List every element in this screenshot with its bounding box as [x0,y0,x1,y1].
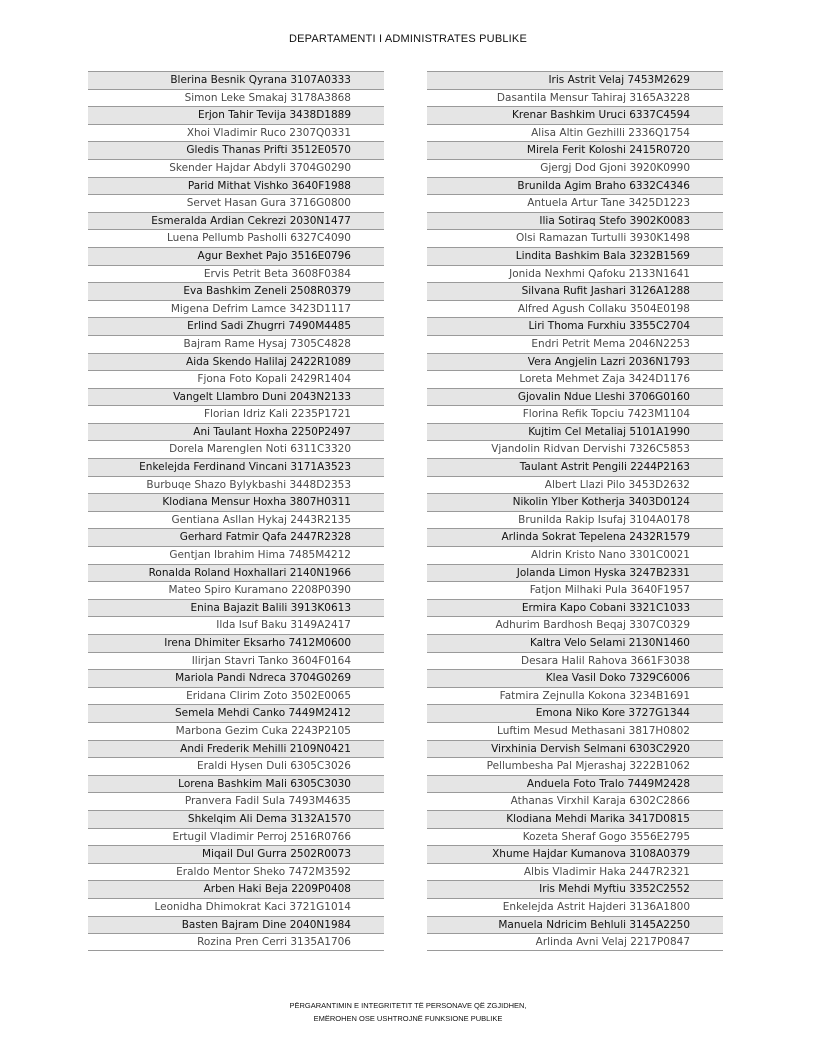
list-item: Vjandolin Ridvan Dervishi 7326C5853 [427,440,723,458]
list-item: Marbona Gezim Cuka 2243P2105 [88,722,384,740]
list-item: Kaltra Velo Selami 2130N1460 [427,634,723,652]
list-item: Ermira Kapo Cobani 3321C1033 [427,599,723,617]
list-item: Simon Leke Smakaj 3178A3868 [88,89,384,107]
list-item: Basten Bajram Dine 2040N1984 [88,916,384,934]
list-item: Athanas Virxhil Karaja 6302C2866 [427,792,723,810]
list-item: Liri Thoma Furxhiu 3355C2704 [427,317,723,335]
list-item: Leonidha Dhimokrat Kaci 3721G1014 [88,898,384,916]
list-item: Luftim Mesud Methasani 3817H0802 [427,722,723,740]
list-item: Alfred Agush Collaku 3504E0198 [427,300,723,318]
list-item: Parid Mithat Vishko 3640F1988 [88,177,384,195]
list-item: Xhume Hajdar Kumanova 3108A0379 [427,845,723,863]
list-item: Brunilda Agim Braho 6332C4346 [427,177,723,195]
list-item: Fatjon Milhaki Pula 3640F1957 [427,581,723,599]
list-item: Aida Skendo Halilaj 2422R1089 [88,353,384,371]
list-item: Ilda Isuf Baku 3149A2417 [88,616,384,634]
list-item: Eraldo Mentor Sheko 7472M3592 [88,863,384,881]
list-item: Ilirjan Stavri Tanko 3604F0164 [88,652,384,670]
list-item: Gentjan Ibrahim Hima 7485M4212 [88,546,384,564]
footer-line-1: PËRGARANTIMIN E INTEGRITETIT TË PERSONAVE QË ZGJIDHEN, [289,1001,527,1010]
list-item: Rozina Pren Cerri 3135A1706 [88,933,384,951]
list-item: Servet Hasan Gura 3716G0800 [88,194,384,212]
list-item: Brunilda Rakip Isufaj 3104A0178 [427,511,723,529]
list-item: Antuela Artur Tane 3425D1223 [427,194,723,212]
list-item: Arlinda Sokrat Tepelena 2432R1579 [427,528,723,546]
list-item: Emona Niko Kore 3727G1344 [427,704,723,722]
list-item: Gjovalin Ndue Lleshi 3706G0160 [427,388,723,406]
list-item: Desara Halil Rahova 3661F3038 [427,652,723,670]
list-item: Arben Haki Beja 2209P0408 [88,880,384,898]
list-item: Fatmira Zejnulla Kokona 3234B1691 [427,687,723,705]
list-item: Klea Vasil Doko 7329C6006 [427,669,723,687]
list-item: Semela Mehdi Canko 7449M2412 [88,704,384,722]
list-item: Gentiana Asllan Hykaj 2443R2135 [88,511,384,529]
list-item: Shkelqim Ali Dema 3132A1570 [88,810,384,828]
list-item: Vera Angjelin Lazri 2036N1793 [427,353,723,371]
list-item: Erlind Sadi Zhugrri 7490M4485 [88,317,384,335]
list-item: Miqail Dul Gurra 2502R0073 [88,845,384,863]
list-item: Krenar Bashkim Uruci 6337C4594 [427,106,723,124]
list-item: Endri Petrit Mema 2046N2253 [427,335,723,353]
list-item: Manuela Ndricim Behluli 3145A2250 [427,916,723,934]
list-item: Andi Frederik Mehilli 2109N0421 [88,740,384,758]
list-item: Gledis Thanas Prifti 3512E0570 [88,141,384,159]
list-item: Jonida Nexhmi Qafoku 2133N1641 [427,265,723,283]
list-item: Ervis Petrit Beta 3608F0384 [88,265,384,283]
list-item: Florian Idriz Kali 2235P1721 [88,405,384,423]
list-item: Irena Dhimiter Eksarho 7412M0600 [88,634,384,652]
list-item: Albis Vladimir Haka 2447R2321 [427,863,723,881]
list-item: Virxhinia Dervish Selmani 6303C2920 [427,740,723,758]
list-item: Skender Hajdar Abdyli 3704G0290 [88,159,384,177]
list-item: Mirela Ferit Koloshi 2415R0720 [427,141,723,159]
list-item: Enina Bajazit Balili 3913K0613 [88,599,384,617]
list-item: Klodiana Mensur Hoxha 3807H0311 [88,493,384,511]
list-item: Nikolin Ylber Kotherja 3403D0124 [427,493,723,511]
list-item: Bajram Rame Hysaj 7305C4828 [88,335,384,353]
list-item: Enkelejda Astrit Hajderi 3136A1800 [427,898,723,916]
list-item: Gjergj Dod Gjoni 3920K0990 [427,159,723,177]
list-item: Kozeta Sheraf Gogo 3556E2795 [427,828,723,846]
list-item: Anduela Foto Tralo 7449M2428 [427,775,723,793]
page-title: DEPARTAMENTI I ADMINISTRATES PUBLIKE [288,33,528,45]
list-item: Agur Bexhet Pajo 3516E0796 [88,247,384,265]
list-item: Ilia Sotiraq Stefo 3902K0083 [427,212,723,230]
list-item: Taulant Astrit Pengili 2244P2163 [427,458,723,476]
list-item: Adhurim Bardhosh Beqaj 3307C0329 [427,616,723,634]
list-item: Blerina Besnik Qyrana 3107A0333 [88,71,384,89]
list-item: Kujtim Cel Metaliaj 5101A1990 [427,423,723,441]
list-item: Eraldi Hysen Duli 6305C3026 [88,757,384,775]
list-item: Luena Pellumb Pasholli 6327C4090 [88,229,384,247]
list-item: Iris Astrit Velaj 7453M2629 [427,71,723,89]
list-item: Vangelt Llambro Duni 2043N2133 [88,388,384,406]
list-item: Esmeralda Ardian Cekrezi 2030N1477 [88,212,384,230]
list-item: Pellumbesha Pal Mjerashaj 3222B1062 [427,757,723,775]
list-item: Pranvera Fadil Sula 7493M4635 [88,792,384,810]
list-item: Dorela Marenglen Noti 6311C3320 [88,440,384,458]
list-item: Iris Mehdi Myftiu 3352C2552 [427,880,723,898]
list-item: Klodiana Mehdi Marika 3417D0815 [427,810,723,828]
list-item: Mateo Spiro Kuramano 2208P0390 [88,581,384,599]
list-item: Gerhard Fatmir Qafa 2447R2328 [88,528,384,546]
list-item: Albert Llazi Pilo 3453D2632 [427,476,723,494]
list-item: Olsi Ramazan Turtulli 3930K1498 [427,229,723,247]
list-item: Eva Bashkim Zeneli 2508R0379 [88,282,384,300]
right-name-list [427,71,723,951]
list-item: Jolanda Limon Hyska 3247B2331 [427,564,723,582]
list-item: Migena Defrim Lamce 3423D1117 [88,300,384,318]
list-item: Alisa Altin Gezhilli 2336Q1754 [427,124,723,142]
list-item: Eridana Clirim Zoto 3502E0065 [88,687,384,705]
list-item: Ertugil Vladimir Perroj 2516R0766 [88,828,384,846]
list-item: Xhoi Vladimir Ruco 2307Q0331 [88,124,384,142]
list-item: Loreta Mehmet Zaja 3424D1176 [427,370,723,388]
list-item: Ani Taulant Hoxha 2250P2497 [88,423,384,441]
list-item: Silvana Rufit Jashari 3126A1288 [427,282,723,300]
list-item: Arlinda Avni Velaj 2217P0847 [427,933,723,951]
list-item: Florina Refik Topciu 7423M1104 [427,405,723,423]
list-item: Enkelejda Ferdinand Vincani 3171A3523 [88,458,384,476]
left-name-list [88,71,384,951]
list-item: Aldrin Kristo Nano 3301C0021 [427,546,723,564]
list-item: Dasantila Mensur Tahiraj 3165A3228 [427,89,723,107]
footer-line-2: EMËROHEN OSE USHTROJNË FUNKSIONE PUBLIKE [313,1014,503,1023]
list-item: Lorena Bashkim Mali 6305C3030 [88,775,384,793]
list-item: Erjon Tahir Tevija 3438D1889 [88,106,384,124]
page-footer [0,999,816,1025]
list-item: Fjona Foto Kopali 2429R1404 [88,370,384,388]
list-item: Mariola Pandi Ndreca 3704G0269 [88,669,384,687]
list-item: Burbuqe Shazo Bylykbashi 3448D2353 [88,476,384,494]
list-item: Lindita Bashkim Bala 3232B1569 [427,247,723,265]
list-item: Ronalda Roland Hoxhallari 2140N1966 [88,564,384,582]
